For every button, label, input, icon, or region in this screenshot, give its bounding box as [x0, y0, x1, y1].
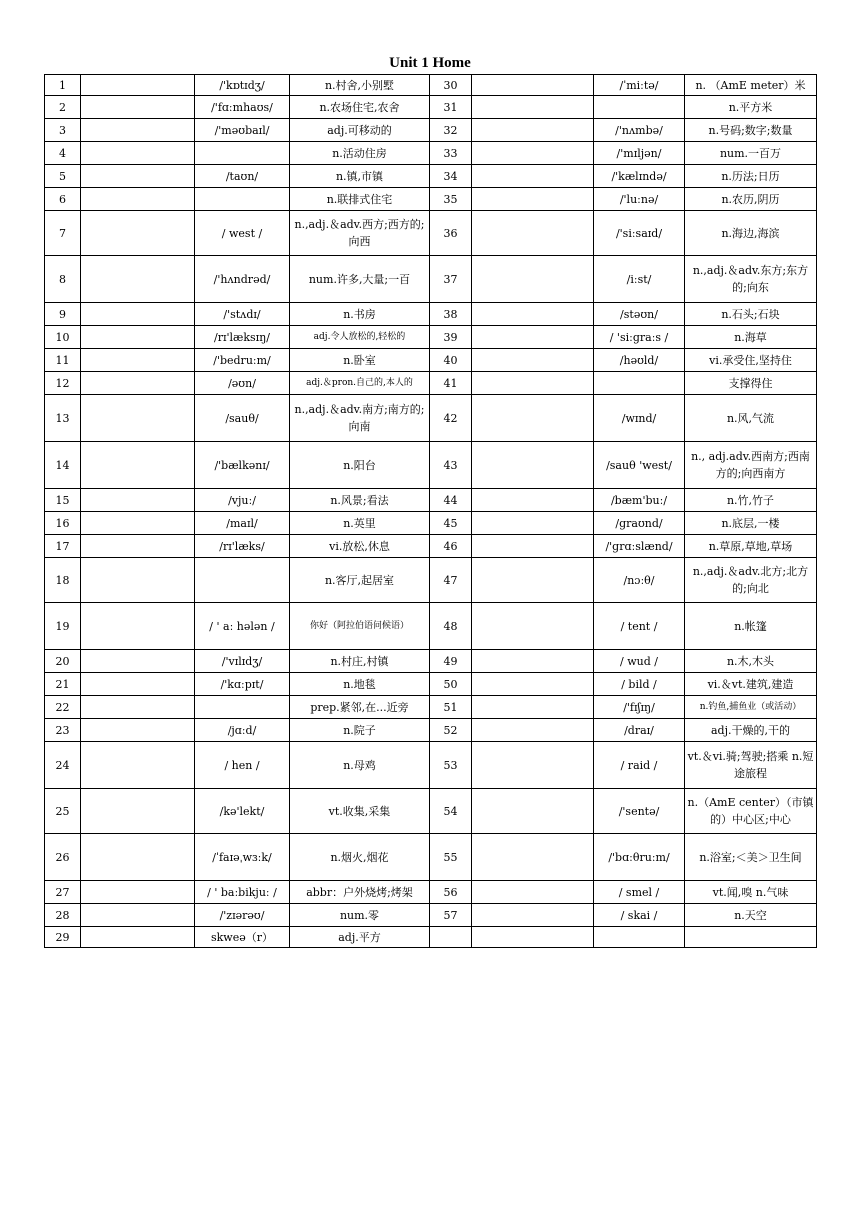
word-cell [472, 650, 594, 673]
word-cell [81, 742, 195, 789]
word-cell [472, 603, 594, 650]
word-cell [472, 512, 594, 535]
word-cell [81, 489, 195, 512]
phonetic-cell: /draɪ/ [594, 719, 685, 742]
word-cell [81, 719, 195, 742]
word-cell [81, 326, 195, 349]
meaning-cell: n.院子 [290, 719, 430, 742]
entry-number: 35 [430, 188, 472, 211]
phonetic-cell: / west / [195, 211, 290, 256]
meaning-cell: n., adj.adv.西南方;西南方的;向西南方 [685, 442, 817, 489]
phonetic-cell [195, 558, 290, 603]
phonetic-cell [195, 696, 290, 719]
entry-number: 6 [45, 188, 81, 211]
entry-number: 28 [45, 904, 81, 927]
entry-number: 56 [430, 881, 472, 904]
word-cell [81, 650, 195, 673]
word-cell [81, 603, 195, 650]
table-row [45, 603, 817, 650]
table-row [45, 904, 817, 927]
phonetic-cell: / wud / [594, 650, 685, 673]
phonetic-cell: /'nʌmbə/ [594, 119, 685, 142]
word-cell [81, 558, 195, 603]
meaning-cell: n.帐篷 [685, 603, 817, 650]
phonetic-cell: /rɪ'læks/ [195, 535, 290, 558]
entry-number: 10 [45, 326, 81, 349]
phonetic-cell: /'luːnə/ [594, 188, 685, 211]
table-row [45, 881, 817, 904]
phonetic-cell: /'fɪʃɪŋ/ [594, 696, 685, 719]
word-cell [472, 904, 594, 927]
word-cell [81, 834, 195, 881]
entry-number: 33 [430, 142, 472, 165]
meaning-cell: n.海草 [685, 326, 817, 349]
meaning-cell: vi.承受住,坚持住 [685, 349, 817, 372]
table-row [45, 789, 817, 834]
word-cell [472, 673, 594, 696]
entry-number: 16 [45, 512, 81, 535]
meaning-cell: n.,adj.＆adv.东方;东方的;向东 [685, 256, 817, 303]
word-cell [81, 927, 195, 948]
meaning-cell: n. （AmE meter）米 [685, 75, 817, 96]
entry-number: 54 [430, 789, 472, 834]
word-cell [472, 535, 594, 558]
phonetic-cell: /'bedruːm/ [195, 349, 290, 372]
word-cell [472, 442, 594, 489]
entry-number: 46 [430, 535, 472, 558]
entry-number: 19 [45, 603, 81, 650]
entry-number: 49 [430, 650, 472, 673]
meaning-cell: adj.可移动的 [290, 119, 430, 142]
table-row [45, 188, 817, 211]
phonetic-cell: /'bɑːθruːm/ [594, 834, 685, 881]
entry-number: 4 [45, 142, 81, 165]
entry-number: 20 [45, 650, 81, 673]
phonetic-cell: /'bælkənɪ/ [195, 442, 290, 489]
word-cell [472, 96, 594, 119]
meaning-cell: n.农场住宅,农舍 [290, 96, 430, 119]
meaning-cell: n.风,气流 [685, 395, 817, 442]
entry-number: 3 [45, 119, 81, 142]
table-row [45, 303, 817, 326]
word-cell [81, 442, 195, 489]
entry-number: 2 [45, 96, 81, 119]
meaning-cell: n.母鸡 [290, 742, 430, 789]
page-title: Unit 1 Home [389, 55, 471, 71]
phonetic-cell: / ' aː hələn / [195, 603, 290, 650]
entry-number: 8 [45, 256, 81, 303]
phonetic-cell: /'siːsaɪd/ [594, 211, 685, 256]
phonetic-cell: /'vɪlɪdʒ/ [195, 650, 290, 673]
meaning-cell: num.零 [290, 904, 430, 927]
phonetic-cell [195, 142, 290, 165]
meaning-cell: vt.收集,采集 [290, 789, 430, 834]
meaning-cell: n.浴室;＜美＞卫生间 [685, 834, 817, 881]
phonetic-cell: / ' baːbikjuː / [195, 881, 290, 904]
meaning-cell [685, 927, 817, 948]
meaning-cell: n.活动住房 [290, 142, 430, 165]
phonetic-cell: / skai / [594, 904, 685, 927]
meaning-cell: vi.＆vt.建筑,建造 [685, 673, 817, 696]
entry-number: 29 [45, 927, 81, 948]
meaning-cell: n.,adj.＆adv.北方;北方的;向北 [685, 558, 817, 603]
meaning-cell: n.村舍,小别墅 [290, 75, 430, 96]
meaning-cell: n.石头;石块 [685, 303, 817, 326]
phonetic-cell [594, 927, 685, 948]
word-cell [472, 119, 594, 142]
table-row [45, 535, 817, 558]
phonetic-cell: skweə（r） [195, 927, 290, 948]
table-row [45, 558, 817, 603]
entry-number: 5 [45, 165, 81, 188]
table-row [45, 75, 817, 96]
meaning-cell: 你好（阿拉伯语问候语） [290, 603, 430, 650]
entry-number: 23 [45, 719, 81, 742]
word-cell [472, 719, 594, 742]
phonetic-cell: /sauθ 'west/ [594, 442, 685, 489]
entry-number: 17 [45, 535, 81, 558]
entry-number: 39 [430, 326, 472, 349]
entry-number: 15 [45, 489, 81, 512]
meaning-cell: n.镇,市镇 [290, 165, 430, 188]
entry-number: 24 [45, 742, 81, 789]
table-row [45, 211, 817, 256]
table-row [45, 834, 817, 881]
phonetic-cell [594, 372, 685, 395]
word-cell [472, 395, 594, 442]
phonetic-cell [195, 188, 290, 211]
entry-number: 32 [430, 119, 472, 142]
word-cell [472, 489, 594, 512]
word-cell [81, 789, 195, 834]
entry-number: 42 [430, 395, 472, 442]
phonetic-cell: /graʊnd/ [594, 512, 685, 535]
phonetic-cell: /vjuː/ [195, 489, 290, 512]
entry-number: 43 [430, 442, 472, 489]
word-cell [81, 881, 195, 904]
entry-number: 47 [430, 558, 472, 603]
entry-number [430, 927, 472, 948]
word-cell [472, 742, 594, 789]
meaning-cell: n.海边,海滨 [685, 211, 817, 256]
word-cell [472, 211, 594, 256]
meaning-cell: n.竹,竹子 [685, 489, 817, 512]
word-cell [472, 834, 594, 881]
phonetic-cell: /'zɪərəʊ/ [195, 904, 290, 927]
phonetic-cell: /kə'lekt/ [195, 789, 290, 834]
phonetic-cell: /'kɒtɪdʒ/ [195, 75, 290, 96]
meaning-cell: vt.＆vi.骑;驾驶;搭乘 n.短途旅程 [685, 742, 817, 789]
entry-number: 21 [45, 673, 81, 696]
phonetic-cell: /ˈfaɪəˌwɜːk/ [195, 834, 290, 881]
phonetic-cell: /bæm'buː/ [594, 489, 685, 512]
phonetic-cell: /'mɪljən/ [594, 142, 685, 165]
phonetic-cell: /'kælɪndə/ [594, 165, 685, 188]
table-row [45, 395, 817, 442]
meaning-cell: num.一百万 [685, 142, 817, 165]
phonetic-cell: /iːst/ [594, 256, 685, 303]
table-row [45, 742, 817, 789]
phonetic-cell [594, 96, 685, 119]
meaning-cell: n.英里 [290, 512, 430, 535]
phonetic-cell: / hen / [195, 742, 290, 789]
phonetic-cell: / bild / [594, 673, 685, 696]
meaning-cell: vt.闻,嗅 n.气味 [685, 881, 817, 904]
phonetic-cell: /'məʊbaɪl/ [195, 119, 290, 142]
meaning-cell: n.农历,阴历 [685, 188, 817, 211]
entry-number: 14 [45, 442, 81, 489]
word-cell [81, 96, 195, 119]
meaning-cell: n.书房 [290, 303, 430, 326]
phonetic-cell: /taʊn/ [195, 165, 290, 188]
phonetic-cell: / tent / [594, 603, 685, 650]
phonetic-cell: /'grɑːslænd/ [594, 535, 685, 558]
entry-number: 11 [45, 349, 81, 372]
entry-number: 55 [430, 834, 472, 881]
word-cell [81, 535, 195, 558]
word-cell [81, 75, 195, 96]
meaning-cell: prep.紧邻,在...近旁 [290, 696, 430, 719]
entry-number: 44 [430, 489, 472, 512]
meaning-cell: n.平方米 [685, 96, 817, 119]
table-row [45, 650, 817, 673]
phonetic-cell: / 'siːgraːs / [594, 326, 685, 349]
meaning-cell: n.号码;数字;数量 [685, 119, 817, 142]
meaning-cell: n.底层,一楼 [685, 512, 817, 535]
word-cell [472, 558, 594, 603]
table-row [45, 372, 817, 395]
word-cell [81, 165, 195, 188]
phonetic-cell: /'fɑːmhaʊs/ [195, 96, 290, 119]
meaning-cell: n.联排式住宅 [290, 188, 430, 211]
word-cell [472, 696, 594, 719]
entry-number: 38 [430, 303, 472, 326]
entry-number: 51 [430, 696, 472, 719]
meaning-cell: num.许多,大量;一百 [290, 256, 430, 303]
entry-number: 37 [430, 256, 472, 303]
phonetic-cell: / smel / [594, 881, 685, 904]
word-cell [472, 326, 594, 349]
table-row [45, 719, 817, 742]
word-cell [472, 927, 594, 948]
word-cell [81, 303, 195, 326]
word-cell [81, 372, 195, 395]
table-row [45, 442, 817, 489]
meaning-cell: adj.＆pron.自己的,本人的 [290, 372, 430, 395]
meaning-cell: n.烟火,烟花 [290, 834, 430, 881]
word-cell [81, 349, 195, 372]
entry-number: 45 [430, 512, 472, 535]
meaning-cell: adj.干燥的,干的 [685, 719, 817, 742]
table-row [45, 165, 817, 188]
word-cell [472, 256, 594, 303]
entry-number: 22 [45, 696, 81, 719]
phonetic-cell: /stəʊn/ [594, 303, 685, 326]
meaning-cell: 支撑得住 [685, 372, 817, 395]
entry-number: 12 [45, 372, 81, 395]
entry-number: 34 [430, 165, 472, 188]
phonetic-cell: /wɪnd/ [594, 395, 685, 442]
phonetic-cell: /maɪl/ [195, 512, 290, 535]
phonetic-cell: /'kɑːpɪt/ [195, 673, 290, 696]
table-row [45, 256, 817, 303]
table-row [45, 512, 817, 535]
meaning-cell: n.钓鱼,捕鱼业（或活动） [685, 696, 817, 719]
entry-number: 57 [430, 904, 472, 927]
meaning-cell: abbr：户外烧烤;烤架 [290, 881, 430, 904]
meaning-cell: n.历法;日历 [685, 165, 817, 188]
word-cell [472, 349, 594, 372]
word-cell [472, 142, 594, 165]
table-row [45, 326, 817, 349]
phonetic-cell: / raid / [594, 742, 685, 789]
entry-number: 25 [45, 789, 81, 834]
entry-number: 26 [45, 834, 81, 881]
table-row [45, 673, 817, 696]
meaning-cell: n.卧室 [290, 349, 430, 372]
entry-number: 1 [45, 75, 81, 96]
table-row [45, 96, 817, 119]
meaning-cell: adj.平方 [290, 927, 430, 948]
phonetic-cell: /'stʌdɪ/ [195, 303, 290, 326]
entry-number: 27 [45, 881, 81, 904]
phonetic-cell: /'hʌndrəd/ [195, 256, 290, 303]
word-cell [81, 696, 195, 719]
meaning-cell: n.天空 [685, 904, 817, 927]
word-cell [81, 673, 195, 696]
word-cell [81, 395, 195, 442]
word-cell [81, 512, 195, 535]
word-cell [81, 256, 195, 303]
entry-number: 50 [430, 673, 472, 696]
entry-number: 30 [430, 75, 472, 96]
phonetic-cell: /rɪ'læksɪŋ/ [195, 326, 290, 349]
meaning-cell: n.木,木头 [685, 650, 817, 673]
meaning-cell: n.客厅,起居室 [290, 558, 430, 603]
entry-number: 31 [430, 96, 472, 119]
entry-number: 18 [45, 558, 81, 603]
phonetic-cell: /ˈmiːtə/ [594, 75, 685, 96]
meaning-cell: vi.放松,休息 [290, 535, 430, 558]
phonetic-cell: /jɑːd/ [195, 719, 290, 742]
entry-number: 9 [45, 303, 81, 326]
phonetic-cell: /əʊn/ [195, 372, 290, 395]
word-cell [472, 372, 594, 395]
word-cell [81, 142, 195, 165]
table-row [45, 927, 817, 948]
table-row [45, 696, 817, 719]
word-cell [472, 188, 594, 211]
meaning-cell: n.（AmE center）（市镇的）中心区;中心 [685, 789, 817, 834]
word-cell [472, 789, 594, 834]
entry-number: 36 [430, 211, 472, 256]
phonetic-cell: /sauθ/ [195, 395, 290, 442]
table-row [45, 489, 817, 512]
entry-number: 40 [430, 349, 472, 372]
entry-number: 13 [45, 395, 81, 442]
phonetic-cell: /'sentə/ [594, 789, 685, 834]
vocabulary-table [44, 74, 817, 948]
word-cell [81, 188, 195, 211]
entry-number: 7 [45, 211, 81, 256]
word-cell [81, 211, 195, 256]
word-cell [472, 881, 594, 904]
table-row [45, 142, 817, 165]
entry-number: 52 [430, 719, 472, 742]
word-cell [472, 75, 594, 96]
word-cell [472, 303, 594, 326]
meaning-cell: n.地毯 [290, 673, 430, 696]
meaning-cell: adj.令人放松的,轻松的 [290, 326, 430, 349]
meaning-cell: n.阳台 [290, 442, 430, 489]
meaning-cell: n.草原,草地,草场 [685, 535, 817, 558]
table-row [45, 119, 817, 142]
entry-number: 53 [430, 742, 472, 789]
phonetic-cell: /nɔːθ/ [594, 558, 685, 603]
table-row [45, 349, 817, 372]
meaning-cell: n.风景;看法 [290, 489, 430, 512]
word-cell [472, 165, 594, 188]
word-cell [81, 119, 195, 142]
entry-number: 48 [430, 603, 472, 650]
meaning-cell: n.,adj.＆adv.南方;南方的;向南 [290, 395, 430, 442]
meaning-cell: n.,adj.＆adv.西方;西方的;向西 [290, 211, 430, 256]
word-cell [81, 904, 195, 927]
entry-number: 41 [430, 372, 472, 395]
phonetic-cell: /həʊld/ [594, 349, 685, 372]
meaning-cell: n.村庄,村镇 [290, 650, 430, 673]
